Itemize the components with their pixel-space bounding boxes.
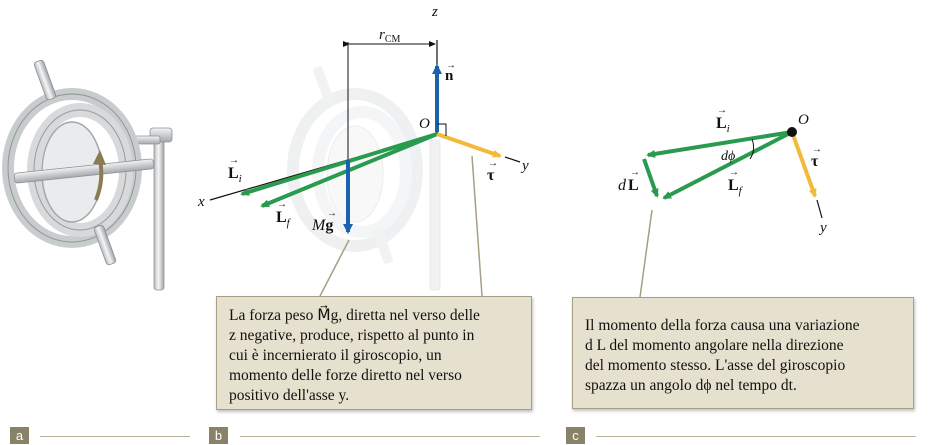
callout-panel-c: [572, 297, 914, 409]
callout-pointer-c: [640, 210, 652, 297]
panel-label-a: a: [10, 427, 29, 444]
panel-label-b: b: [209, 427, 228, 444]
divider-a: [40, 436, 190, 437]
callout-c-line-2: d L del momento angolare nella direzione: [585, 337, 844, 354]
L-i-vector-c: [648, 105, 792, 155]
svg-text:→: →: [277, 199, 287, 210]
callout-c-line-4: spazza un angolo dϕ nel tempo dt.: [585, 377, 797, 394]
pivot-point: [787, 127, 797, 137]
Mg-label: Mg: [312, 217, 334, 234]
dL-label: d L: [618, 177, 639, 194]
z-axis-label: z: [432, 4, 438, 20]
r-cm-label: $r_{CM}$: [379, 27, 401, 45]
n-vector-label: n: [445, 68, 454, 84]
svg-text:→: →: [729, 167, 739, 178]
y-axis-label-b: y: [522, 158, 529, 174]
svg-text:→: →: [327, 208, 337, 219]
callout-b-line-2: z negative, produce, rispetto al punto in: [229, 327, 475, 344]
divider-c: [596, 436, 916, 437]
y-axis-c: [817, 200, 827, 236]
callout-b-line-1: La forza peso M⃗g, diretta nel verso delle: [229, 307, 480, 324]
origin-label-c: O: [798, 112, 809, 128]
x-axis-label: x: [198, 194, 205, 210]
svg-text:→: →: [229, 155, 239, 166]
gyroscope-illustration: [8, 59, 172, 290]
y-axis-b: [505, 157, 529, 174]
tau-vector-c: [792, 132, 822, 196]
tau-label-c: τ: [811, 153, 819, 170]
L-f-label-c: $L_f$: [728, 177, 742, 197]
callout-b-line-4: momento delle forze diretto nel verso: [229, 367, 462, 384]
gyroscope-ghost: [293, 65, 440, 290]
callout-panel-b: [216, 296, 532, 410]
L-f-label-b: $L_f$: [276, 209, 290, 229]
panel-label-c: c: [566, 427, 585, 444]
svg-text:→: →: [488, 158, 498, 169]
dphi-label: dϕ: [721, 149, 736, 164]
callout-b-line-3: cui è incernierato il giroscopio, un: [229, 347, 442, 364]
n-vector: [437, 60, 456, 132]
svg-text:→: →: [446, 60, 456, 71]
tau-vector-b: [437, 134, 500, 184]
tau-label-b: τ: [487, 167, 495, 184]
origin-label-b: O: [419, 116, 430, 132]
L-i-label-c: $L_i$: [716, 115, 730, 135]
dL-vector: [618, 159, 657, 196]
y-axis-label-c: y: [820, 220, 827, 236]
callout-c-line-3: del momento stesso. L'asse del giroscopio: [585, 357, 846, 374]
svg-text:→: →: [630, 167, 640, 178]
callout-b-line-5: positivo dell'asse y.: [229, 387, 350, 404]
svg-text:→: →: [717, 105, 727, 116]
divider-b: [240, 436, 540, 437]
L-i-label-b: $L_i$: [228, 165, 242, 185]
callout-c-line-1: Il momento della forza causa una variazione: [585, 317, 860, 334]
svg-text:→: →: [812, 144, 822, 155]
